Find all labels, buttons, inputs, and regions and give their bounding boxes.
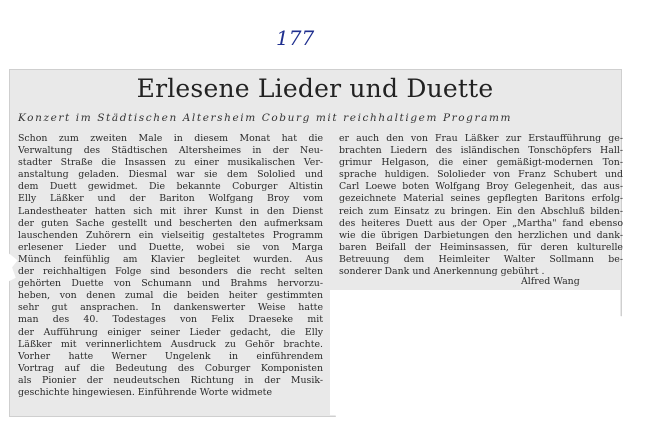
article-line: geschichte hingewiesen. Einführende Worte widmete [18, 386, 273, 398]
article-line: man des 40. Todestages von Felix Draeseke mit [18, 314, 323, 326]
article-line: gehörten Duette von Schumann und Brahms hervorzu- [18, 278, 323, 290]
article-author: Alfred Wang [521, 276, 580, 287]
article-line: Elly Läßker und der Bariton Wolfgang Broy vom [18, 193, 323, 205]
article-line: Münch feinfühlig am Klavier begleitet wurden. Aus [18, 253, 323, 265]
article-subheadline: Konzert im Städtischen Altersheim Coburg mit reichhaltigem Programm [18, 112, 513, 124]
article-line: Läßker mit verinnerlichtem Ausdruck zu Gehör brachte. [18, 338, 323, 350]
article-line: Vortrag auf die Bedeutung des Coburger Komponisten [18, 362, 323, 374]
article-column-left [18, 133, 323, 399]
blank-area [330, 290, 620, 415]
article-line: Schon zum zweiten Male in diesem Monat hat die [18, 133, 323, 144]
article-line: wie die übrigen Darbietungen den herzlichen und dank- [339, 229, 623, 241]
article-line: er auch den von Frau Läßker zur Erstaufführung ge- [339, 133, 623, 144]
article-headline: Erlesene Lieder und Duette [136, 74, 494, 103]
page-number: 177 [276, 26, 315, 50]
article-line: als Pionier der neudeutschen Richtung in der Musik- [18, 374, 323, 386]
article-line: Carl Loewe boten Wolfgang Broy Gelegenheit, das aus- [339, 181, 623, 193]
article-line: Vorher hatte Werner Ungelenk in einführendem [18, 350, 323, 362]
article-line: der Aufführung einiger seiner Lieder gedacht, die Elly [18, 326, 323, 338]
article-line: dem Duett gewidmet. Die bekannte Coburger Altistin [18, 181, 323, 193]
article-line: anstaltung geladen. Diesmal war sie dem Sololied und [18, 169, 323, 181]
article-column-right [339, 133, 623, 278]
article-line: heben, von denen zumal die beiden heiter gestimmten [18, 290, 323, 302]
article-line: erlesener Lieder und Duette, wobei sie von Marga [18, 241, 323, 253]
article-line: der guten Sache gestellt und bescherten den aufmerksam [18, 217, 323, 229]
article-line: sonderer Dank und Anerkennung gebührt . [339, 266, 545, 278]
article-line: baren Beifall der Heiminsassen, für deren kulturelle [339, 241, 623, 253]
article-line: sprache huldigen. Sololieder von Franz Schubert und [339, 169, 623, 181]
article-line: Verwaltung des Städtischen Altersheimes in der Neu- [18, 145, 323, 157]
article-line: stadter Straße die Insassen zu einer musikalischen Ver- [18, 157, 323, 169]
article-line: der reichhaltigen Folge sind besonders die recht selten [18, 266, 323, 278]
article-line: des heiteres Duett aus der Oper „Martha" fand ebenso [339, 217, 623, 229]
article-line: lauschenden Zuhörern ein vielseitig gestaltetes Programm [18, 229, 323, 241]
article-line: grimur Helgason, die einer gemäßigt-modernen Ton- [339, 157, 623, 169]
article-line: Betreuung dem Heimleiter Walter Sollmann be- [339, 253, 623, 265]
article-line: sehr gut ansprachen. In dankenswerter Weise hatte [18, 302, 323, 314]
article-line: brachten Liedern des isländischen Tonschöpfers Hall- [339, 145, 623, 157]
article-line: reich zum Einsatz zu bringen. Ein den Abschluß bilden- [339, 205, 623, 217]
article-line: gezeichnete Material seines gepflegten Baritons erfolg- [339, 193, 623, 205]
article-line: Landestheater hatten sich mit ihrer Kunst in den Dienst [18, 205, 323, 217]
